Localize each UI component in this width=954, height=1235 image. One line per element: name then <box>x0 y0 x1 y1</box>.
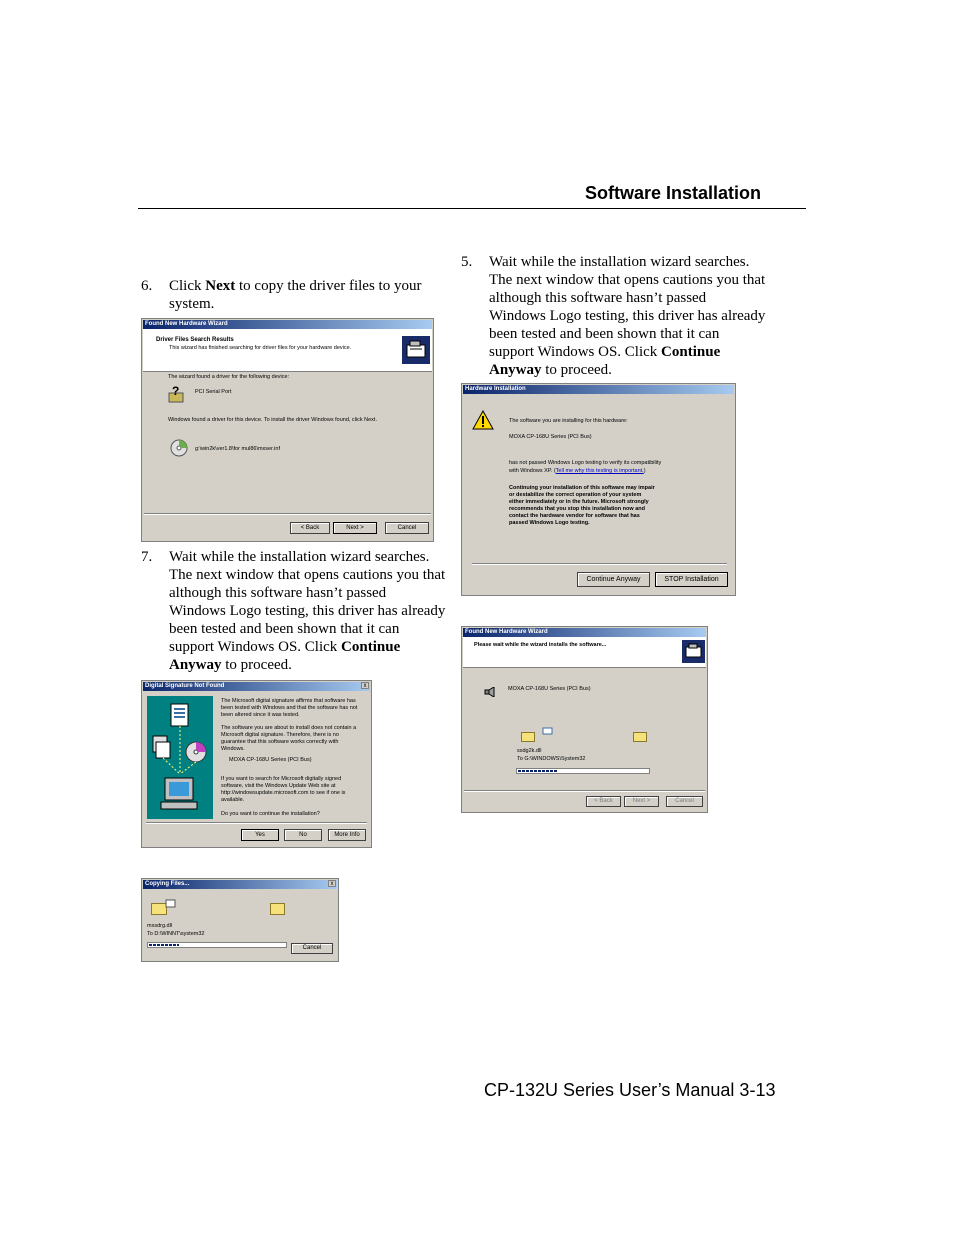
step-text <box>169 277 421 313</box>
step-line: Wait while the installation wizard searches. <box>489 254 750 270</box>
copy-destination: To D:\WINNT\system32 <box>147 931 205 937</box>
flying-file-icon <box>542 727 554 735</box>
hardware-installation-dialog <box>461 383 736 596</box>
copy-progress-bar <box>516 768 650 774</box>
copy-file-name: mxsdrg.dll <box>147 923 173 929</box>
found-text: The wizard found a driver for the following device: <box>168 374 290 380</box>
cancel-button[interactable]: Cancel <box>385 522 429 534</box>
logo-test-text: has not passed Windows Logo testing to verify its compatibility <box>509 460 662 466</box>
no-button[interactable]: No <box>284 829 322 841</box>
next-button[interactable]: Next > <box>624 796 659 807</box>
separator <box>144 513 431 515</box>
progress-fill <box>149 944 179 946</box>
wizard-subheading: This wizard has finished searching for driver files for your hardware device. <box>169 345 352 351</box>
step-line: been tested and been shown that it can <box>489 326 720 342</box>
flying-file-icon <box>165 899 177 908</box>
dialog-title: Digital Signature Not Found <box>143 682 370 691</box>
hardware-wizard-icon <box>401 335 431 365</box>
warning-text: Continuing your installation of this software may impair or destabilize the correct operation of your system either immediately or in the future. Microsoft strongly recommends that you stop this installation now and contact the hardware vendor for software that has passed Windows Logo testing. <box>509 485 655 526</box>
close-icon[interactable]: x <box>361 682 369 689</box>
wizard-installing-dialog <box>461 626 708 813</box>
device-name: MOXA CP-168U Series (PCI Bus) <box>229 757 312 763</box>
page-footer: CP-132U Series User’s Manual 3-13 <box>484 1080 776 1100</box>
svg-text:?: ? <box>172 385 180 398</box>
cancel-button[interactable]: Cancel <box>291 943 333 954</box>
dialog-title: Copying Files... <box>143 880 337 889</box>
stop-installation-button[interactable]: STOP Installation <box>655 572 728 587</box>
step-line: Anyway to proceed. <box>489 362 612 378</box>
tell-me-why-link[interactable]: Tell me why this testing is important. <box>555 468 644 474</box>
step-text <box>489 253 765 379</box>
step-number: 7. <box>141 549 153 565</box>
close-icon[interactable]: x <box>328 880 336 887</box>
step-line: The next window that opens cautions you that <box>169 567 446 583</box>
installing-text: The software you are installing for this hardware: <box>509 418 628 424</box>
destination-folder-icon <box>633 732 647 742</box>
driver-path: g:\win2k\ver1.8\for mul86\mxser.inf <box>195 446 280 452</box>
step-number: 5. <box>461 254 473 270</box>
step-line: although this software hasn’t passed <box>169 585 387 601</box>
step-line: system. <box>169 296 215 312</box>
disc-icon <box>170 439 188 457</box>
continue-anyway-button[interactable]: Continue Anyway <box>577 572 650 587</box>
speaker-icon <box>484 687 498 697</box>
wizard-heading: Please wait while the wizard installs the software... <box>474 642 607 648</box>
wizard-header <box>463 637 706 668</box>
next-button[interactable]: Next > <box>333 522 377 534</box>
step-line: Wait while the installation wizard searches. <box>169 549 430 565</box>
step-text <box>169 548 445 674</box>
step-line: The next window that opens cautions you that <box>489 272 766 288</box>
continue-question: Do you want to continue the installation? <box>221 811 320 817</box>
source-folder-icon <box>521 732 535 742</box>
cancel-button[interactable]: Cancel <box>666 796 703 807</box>
copy-progress-bar <box>147 942 287 948</box>
step-7 <box>141 548 461 678</box>
found-hardware-wizard-dialog <box>141 318 434 542</box>
step-line: although this software hasn’t passed <box>489 290 707 306</box>
step-5 <box>461 253 801 383</box>
step-number: 6. <box>141 278 153 294</box>
separator <box>464 790 705 792</box>
more-info-button[interactable]: More Info <box>328 829 366 841</box>
install-text: Windows found a driver for this device. To install the driver Windows found, click Next. <box>168 417 377 423</box>
step-line: Click Next to copy the driver files to your <box>169 278 422 294</box>
signature-illustration-icon <box>147 696 213 819</box>
dialog-title: Hardware Installation <box>463 385 734 394</box>
separator <box>146 822 367 824</box>
signature-paragraph-1: The Microsoft digital signature affirms that software has been tested with Windows and that the software has not been altered since it was tested. <box>221 698 358 718</box>
step-line: support Windows OS. Click Continue <box>489 344 721 360</box>
step-line: Anyway to proceed. <box>169 657 292 673</box>
signature-paragraph-3: If you want to search for Microsoft digitally signed software, visit the Windows Update Web site at http://windowsupdate.microsoft.com to see if one is available. <box>221 776 346 803</box>
step-line: Windows Logo testing, this driver has already <box>169 603 446 619</box>
warning-icon <box>472 410 494 430</box>
header-rule <box>138 208 806 209</box>
logo-test-text-2: with Windows XP. (Tell me why this testing is important.) <box>509 468 646 474</box>
progress-fill <box>518 770 558 772</box>
back-button[interactable]: < Back <box>586 796 621 807</box>
digital-signature-dialog <box>141 680 372 848</box>
wizard-header <box>143 329 432 372</box>
step-line: support Windows OS. Click Continue <box>169 639 401 655</box>
device-name: MOXA CP-168U Series (PCI Bus) <box>509 434 592 440</box>
hardware-wizard-icon <box>681 639 706 664</box>
copying-files-dialog <box>141 878 339 962</box>
unknown-device-icon <box>168 385 184 403</box>
wizard-heading: Driver Files Search Results <box>156 337 234 343</box>
dialog-title: Found New Hardware Wizard <box>143 320 432 329</box>
yes-button[interactable]: Yes <box>241 829 279 841</box>
step-line: Windows Logo testing, this driver has already <box>489 308 766 324</box>
device-name: PCI Serial Port <box>195 389 232 395</box>
destination-folder-icon <box>270 903 285 915</box>
section-title: Software Installation <box>585 183 762 203</box>
dialog-title: Found New Hardware Wizard <box>463 628 706 637</box>
step-line: been tested and been shown that it can <box>169 621 400 637</box>
signature-paragraph-2: The software you are about to install does not contain a Microsoft digital signature. Therefore, there is no guarantee that this software works correctly with Windows. <box>221 725 357 752</box>
copy-file-name: ssdg2k.dll <box>517 748 542 754</box>
device-name: MOXA CP-168U Series (PCI Bus) <box>508 686 591 692</box>
back-button[interactable]: < Back <box>290 522 330 534</box>
step-6 <box>141 277 461 317</box>
copy-destination: To G:\WINDOWS\System32 <box>517 756 586 762</box>
separator <box>472 563 727 565</box>
